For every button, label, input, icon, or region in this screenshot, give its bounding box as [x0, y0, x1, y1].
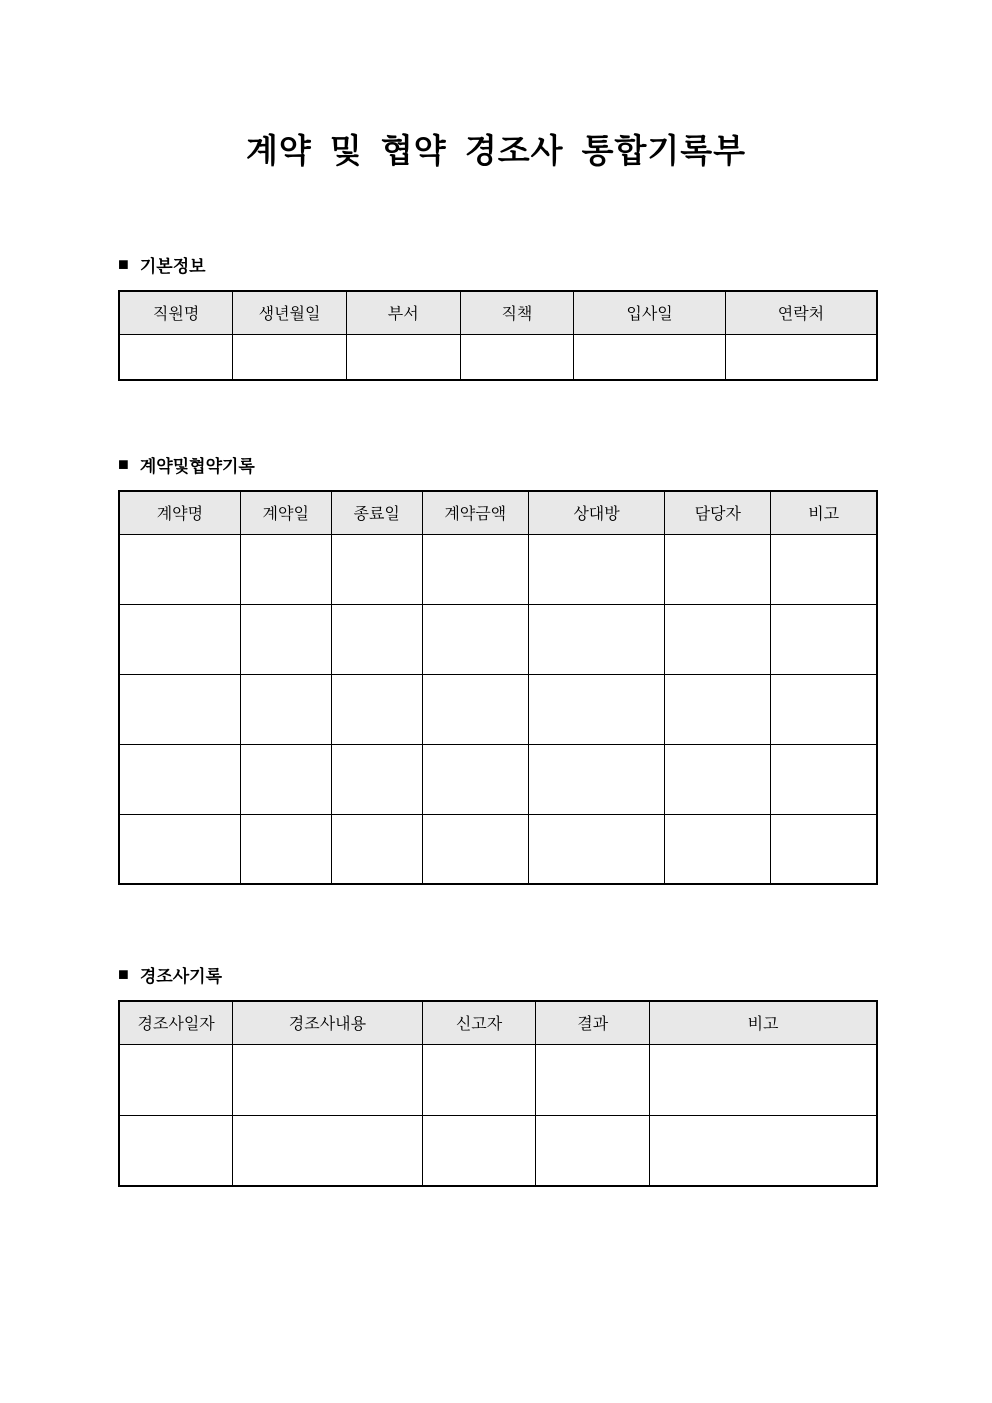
empty-cell [536, 1044, 650, 1115]
column-header: 신고자 [422, 1001, 536, 1044]
table-row [119, 1044, 877, 1115]
empty-cell [665, 534, 771, 604]
empty-cell [422, 604, 528, 674]
empty-cell [346, 334, 460, 380]
empty-cell [528, 674, 664, 744]
empty-cell [665, 744, 771, 814]
empty-cell [119, 1044, 233, 1115]
column-header: 비고 [650, 1001, 877, 1044]
empty-cell [528, 534, 664, 604]
section-title-events: 경조사기록 [139, 966, 222, 986]
column-header: 입사일 [574, 291, 726, 334]
section-contract-records [118, 452, 878, 524]
section-square-icon: ■ [118, 254, 129, 274]
empty-cell [233, 1115, 423, 1186]
table-row [119, 604, 877, 674]
section-basic-info [118, 252, 878, 324]
column-header: 종료일 [331, 491, 422, 534]
header-row [119, 291, 877, 334]
column-header: 상대방 [528, 491, 664, 534]
header-row [119, 491, 877, 534]
column-header: 부서 [346, 291, 460, 334]
section-event-records [118, 962, 878, 1034]
column-header: 직책 [460, 291, 574, 334]
empty-cell [665, 674, 771, 744]
empty-cell [240, 744, 331, 814]
column-header: 연락처 [725, 291, 877, 334]
column-header: 계약금액 [422, 491, 528, 534]
section-title-basic: 기본정보 [139, 256, 206, 276]
column-header: 생년월일 [233, 291, 347, 334]
empty-cell [233, 334, 347, 380]
table-row [119, 334, 877, 380]
empty-cell [528, 744, 664, 814]
empty-cell [331, 534, 422, 604]
empty-cell [331, 674, 422, 744]
column-header: 계약명 [119, 491, 240, 534]
empty-cell [665, 814, 771, 884]
empty-cell [771, 674, 877, 744]
empty-cell [771, 744, 877, 814]
empty-cell [422, 744, 528, 814]
empty-cell [331, 814, 422, 884]
empty-cell [665, 604, 771, 674]
section-heading-contract [118, 452, 878, 476]
empty-cell [233, 1044, 423, 1115]
column-header: 경조사내용 [233, 1001, 423, 1044]
empty-cell [119, 534, 240, 604]
empty-cell [422, 814, 528, 884]
column-header: 계약일 [240, 491, 331, 534]
header-row [119, 1001, 877, 1044]
empty-cell [240, 814, 331, 884]
empty-cell [460, 334, 574, 380]
empty-cell [119, 604, 240, 674]
table-row [119, 1115, 877, 1186]
empty-cell [119, 1115, 233, 1186]
contract-records-table [118, 490, 878, 885]
column-header: 경조사일자 [119, 1001, 233, 1044]
column-header: 결과 [536, 1001, 650, 1044]
section-heading-basic [118, 252, 878, 276]
table-row [119, 814, 877, 884]
empty-cell [331, 604, 422, 674]
empty-cell [422, 1044, 536, 1115]
section-title-contract: 계약및협약기록 [139, 456, 255, 476]
empty-cell [331, 744, 422, 814]
column-header: 비고 [771, 491, 877, 534]
section-square-icon: ■ [118, 454, 129, 474]
empty-cell [422, 674, 528, 744]
empty-cell [240, 534, 331, 604]
basic-info-table [118, 290, 878, 381]
empty-cell [771, 814, 877, 884]
empty-cell [528, 814, 664, 884]
empty-cell [119, 674, 240, 744]
empty-cell [240, 674, 331, 744]
empty-cell [119, 814, 240, 884]
empty-cell [574, 334, 726, 380]
empty-cell [771, 604, 877, 674]
empty-cell [119, 744, 240, 814]
document-title: 계약 및 협약 경조사 통합기록부 [245, 132, 747, 169]
empty-cell [528, 604, 664, 674]
section-heading-events [118, 962, 878, 986]
empty-cell [650, 1044, 877, 1115]
empty-cell [422, 534, 528, 604]
empty-cell [725, 334, 877, 380]
empty-cell [119, 334, 233, 380]
empty-cell [771, 534, 877, 604]
column-header: 담당자 [665, 491, 771, 534]
table-row [119, 674, 877, 744]
empty-cell [536, 1115, 650, 1186]
column-header: 직원명 [119, 291, 233, 334]
empty-cell [650, 1115, 877, 1186]
section-square-icon: ■ [118, 964, 129, 984]
table-row [119, 744, 877, 814]
table-row [119, 534, 877, 604]
empty-cell [240, 604, 331, 674]
empty-cell [422, 1115, 536, 1186]
event-records-table [118, 1000, 878, 1187]
